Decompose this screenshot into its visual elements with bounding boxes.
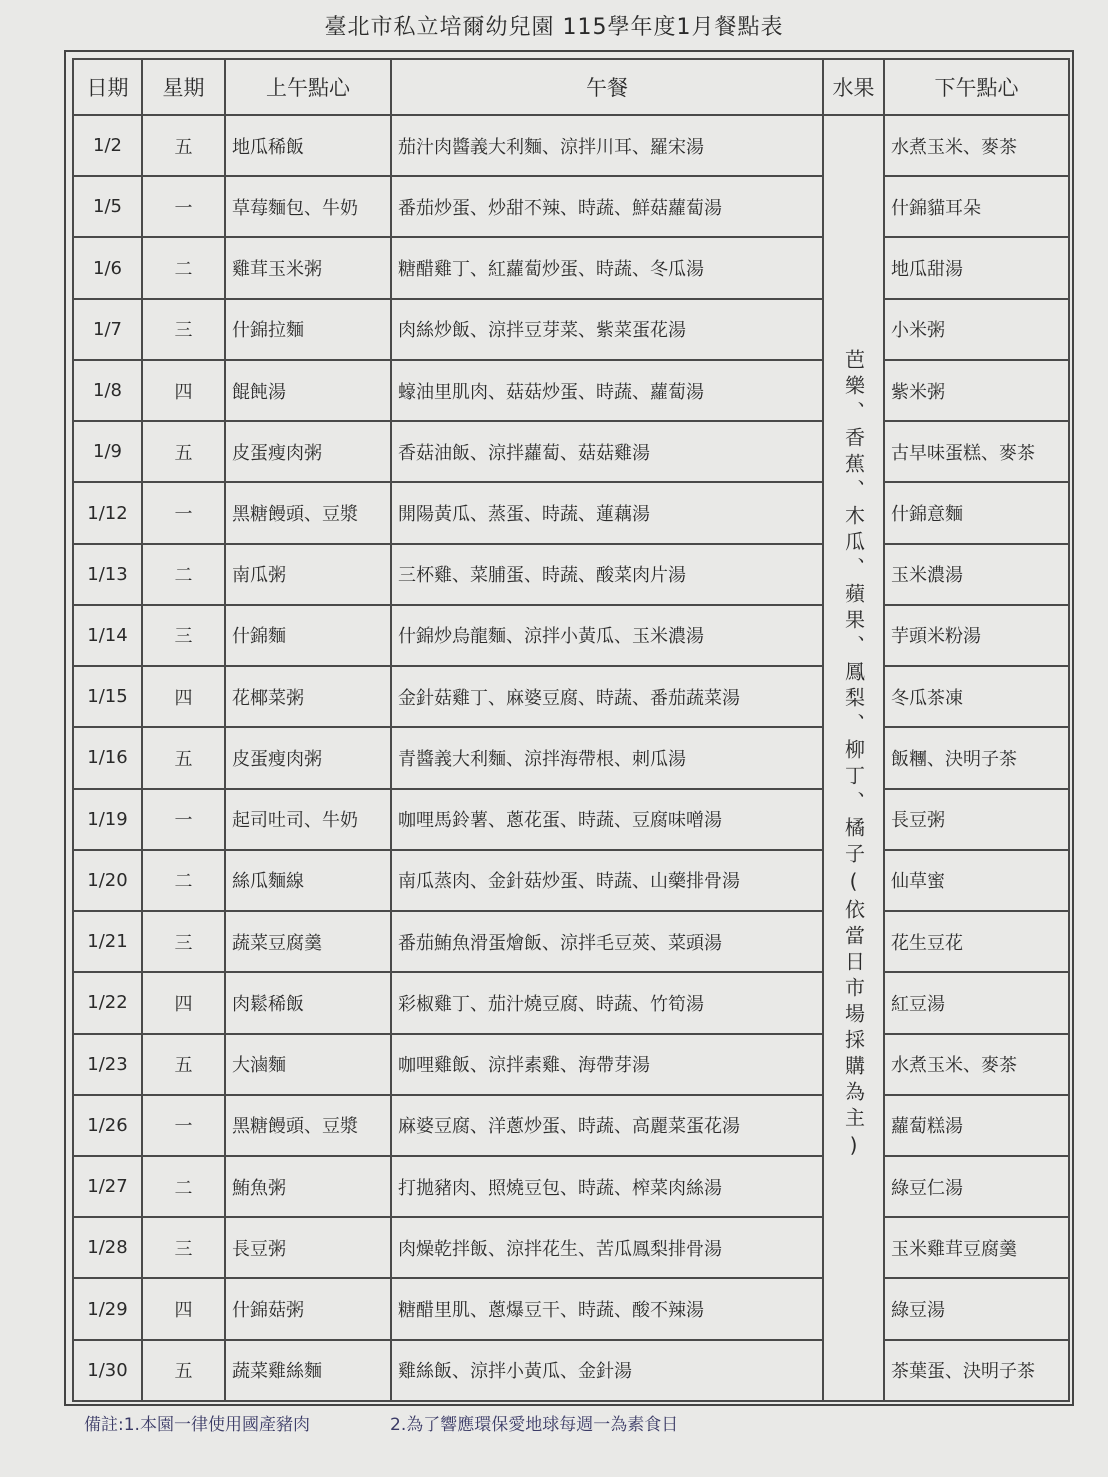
weekday-cell: 四 <box>142 972 225 1033</box>
weekday-cell: 五 <box>142 421 225 482</box>
weekday-cell: 五 <box>142 115 225 176</box>
page-title: 臺北市私立培爾幼兒園 115學年度1月餐點表 <box>324 15 784 40</box>
afternoon-snack-cell: 古早味蛋糕、麥茶 <box>884 421 1069 482</box>
table-row <box>73 1156 1069 1217</box>
morning-snack-cell: 什錦拉麵 <box>225 299 391 360</box>
weekday-cell: 三 <box>142 299 225 360</box>
date-cell: 1/20 <box>73 850 142 911</box>
afternoon-snack-cell: 地瓜甜湯 <box>884 237 1069 298</box>
weekday-cell: 三 <box>142 911 225 972</box>
afternoon-snack-cell: 什錦意麵 <box>884 482 1069 543</box>
afternoon-snack-cell: 什錦貓耳朵 <box>884 176 1069 237</box>
lunch-cell: 番茄鮪魚滑蛋燴飯、涼拌毛豆莢、菜頭湯 <box>391 911 823 972</box>
afternoon-snack-cell: 綠豆仁湯 <box>884 1156 1069 1217</box>
afternoon-snack-cell: 長豆粥 <box>884 789 1069 850</box>
table-row <box>73 360 1069 421</box>
date-cell: 1/6 <box>73 237 142 298</box>
table-row <box>73 605 1069 666</box>
morning-snack-cell: 地瓜稀飯 <box>225 115 391 176</box>
lunch-cell: 番茄炒蛋、炒甜不辣、時蔬、鮮菇蘿蔔湯 <box>391 176 823 237</box>
table-row <box>73 1217 1069 1278</box>
weekday-cell: 五 <box>142 1034 225 1095</box>
morning-snack-cell: 肉鬆稀飯 <box>225 972 391 1033</box>
date-cell: 1/7 <box>73 299 142 360</box>
fruit-cell <box>823 115 884 1401</box>
date-cell: 1/21 <box>73 911 142 972</box>
weekday-cell: 四 <box>142 1278 225 1339</box>
afternoon-snack-cell: 蘿蔔糕湯 <box>884 1095 1069 1156</box>
lunch-cell: 咖哩雞飯、涼拌素雞、海帶芽湯 <box>391 1034 823 1095</box>
menu-table-body <box>73 115 1069 1401</box>
weekday-cell: 二 <box>142 237 225 298</box>
weekday-cell: 三 <box>142 605 225 666</box>
afternoon-snack-cell: 玉米雞茸豆腐羹 <box>884 1217 1069 1278</box>
date-cell: 1/23 <box>73 1034 142 1095</box>
lunch-cell: 糖醋雞丁、紅蘿蔔炒蛋、時蔬、冬瓜湯 <box>391 237 823 298</box>
lunch-cell: 金針菇雞丁、麻婆豆腐、時蔬、番茄蔬菜湯 <box>391 666 823 727</box>
header-morning-snack: 上午點心 <box>225 59 391 115</box>
afternoon-snack-cell: 仙草蜜 <box>884 850 1069 911</box>
morning-snack-cell: 蔬菜雞絲麵 <box>225 1340 391 1401</box>
lunch-cell: 咖哩馬鈴薯、蔥花蛋、時蔬、豆腐味噌湯 <box>391 789 823 850</box>
table-row <box>73 115 1069 176</box>
lunch-cell: 茄汁肉醬義大利麵、涼拌川耳、羅宋湯 <box>391 115 823 176</box>
afternoon-snack-cell: 冬瓜茶凍 <box>884 666 1069 727</box>
table-row <box>73 1095 1069 1156</box>
table-row <box>73 299 1069 360</box>
lunch-cell: 雞絲飯、涼拌小黃瓜、金針湯 <box>391 1340 823 1401</box>
weekday-cell: 五 <box>142 727 225 788</box>
lunch-cell: 麻婆豆腐、洋蔥炒蛋、時蔬、高麗菜蛋花湯 <box>391 1095 823 1156</box>
weekday-cell: 四 <box>142 666 225 727</box>
afternoon-snack-cell: 紫米粥 <box>884 360 1069 421</box>
morning-snack-cell: 什錦麵 <box>225 605 391 666</box>
lunch-cell: 南瓜蒸肉、金針菇炒蛋、時蔬、山藥排骨湯 <box>391 850 823 911</box>
lunch-cell: 三杯雞、菜脯蛋、時蔬、酸菜肉片湯 <box>391 544 823 605</box>
lunch-cell: 糖醋里肌、蔥爆豆干、時蔬、酸不辣湯 <box>391 1278 823 1339</box>
header-weekday: 星期 <box>142 59 225 115</box>
table-row <box>73 176 1069 237</box>
date-cell: 1/30 <box>73 1340 142 1401</box>
morning-snack-cell: 皮蛋瘦肉粥 <box>225 727 391 788</box>
footnote-vegetarian-day: 2.為了響應環保愛地球每週一為素食日 <box>390 1415 679 1435</box>
afternoon-snack-cell: 玉米濃湯 <box>884 544 1069 605</box>
lunch-cell: 肉燥乾拌飯、涼拌花生、苦瓜鳳梨排骨湯 <box>391 1217 823 1278</box>
morning-snack-cell: 雞茸玉米粥 <box>225 237 391 298</box>
table-row <box>73 544 1069 605</box>
header-date: 日期 <box>73 59 142 115</box>
weekday-cell: 一 <box>142 1095 225 1156</box>
date-cell: 1/8 <box>73 360 142 421</box>
lunch-cell: 蠔油里肌肉、菇菇炒蛋、時蔬、蘿蔔湯 <box>391 360 823 421</box>
morning-snack-cell: 什錦菇粥 <box>225 1278 391 1339</box>
table-row <box>73 972 1069 1033</box>
date-cell: 1/27 <box>73 1156 142 1217</box>
afternoon-snack-cell: 水煮玉米、麥茶 <box>884 115 1069 176</box>
date-cell: 1/29 <box>73 1278 142 1339</box>
morning-snack-cell: 餛飩湯 <box>225 360 391 421</box>
weekday-cell: 一 <box>142 789 225 850</box>
morning-snack-cell: 花椰菜粥 <box>225 666 391 727</box>
afternoon-snack-cell: 綠豆湯 <box>884 1278 1069 1339</box>
table-header-row <box>73 59 1069 115</box>
morning-snack-cell: 草莓麵包、牛奶 <box>225 176 391 237</box>
lunch-cell: 香菇油飯、涼拌蘿蔔、菇菇雞湯 <box>391 421 823 482</box>
weekday-cell: 五 <box>142 1340 225 1401</box>
date-cell: 1/15 <box>73 666 142 727</box>
date-cell: 1/14 <box>73 605 142 666</box>
lunch-cell: 打拋豬肉、照燒豆包、時蔬、榨菜肉絲湯 <box>391 1156 823 1217</box>
header-afternoon-snack: 下午點心 <box>884 59 1069 115</box>
weekday-cell: 二 <box>142 850 225 911</box>
lunch-cell: 青醬義大利麵、涼拌海帶根、刺瓜湯 <box>391 727 823 788</box>
date-cell: 1/5 <box>73 176 142 237</box>
afternoon-snack-cell: 花生豆花 <box>884 911 1069 972</box>
date-cell: 1/19 <box>73 789 142 850</box>
table-row <box>73 482 1069 543</box>
afternoon-snack-cell: 茶葉蛋、決明子茶 <box>884 1340 1069 1401</box>
morning-snack-cell: 南瓜粥 <box>225 544 391 605</box>
lunch-cell: 彩椒雞丁、茄汁燒豆腐、時蔬、竹筍湯 <box>391 972 823 1033</box>
morning-snack-cell: 長豆粥 <box>225 1217 391 1278</box>
morning-snack-cell: 大滷麵 <box>225 1034 391 1095</box>
morning-snack-cell: 皮蛋瘦肉粥 <box>225 421 391 482</box>
header-fruit: 水果 <box>823 59 884 115</box>
table-row <box>73 911 1069 972</box>
morning-snack-cell: 絲瓜麵線 <box>225 850 391 911</box>
table-row <box>73 727 1069 788</box>
date-cell: 1/9 <box>73 421 142 482</box>
lunch-cell: 肉絲炒飯、涼拌豆芽菜、紫菜蛋花湯 <box>391 299 823 360</box>
table-row <box>73 421 1069 482</box>
date-cell: 1/12 <box>73 482 142 543</box>
table-row <box>73 789 1069 850</box>
weekday-cell: 四 <box>142 360 225 421</box>
menu-table <box>72 58 1070 1402</box>
header-lunch: 午餐 <box>391 59 823 115</box>
weekday-cell: 三 <box>142 1217 225 1278</box>
date-cell: 1/22 <box>73 972 142 1033</box>
date-cell: 1/28 <box>73 1217 142 1278</box>
afternoon-snack-cell: 小米粥 <box>884 299 1069 360</box>
weekday-cell: 二 <box>142 544 225 605</box>
lunch-cell: 開陽黃瓜、蒸蛋、時蔬、蓮藕湯 <box>391 482 823 543</box>
morning-snack-cell: 蔬菜豆腐羹 <box>225 911 391 972</box>
table-row <box>73 666 1069 727</box>
weekday-cell: 一 <box>142 482 225 543</box>
afternoon-snack-cell: 紅豆湯 <box>884 972 1069 1033</box>
table-row <box>73 850 1069 911</box>
date-cell: 1/2 <box>73 115 142 176</box>
date-cell: 1/26 <box>73 1095 142 1156</box>
fruit-text: 芭樂、香蕉、木瓜、蘋果、鳳梨、柳丁、橘子(依當日市場採購為主) <box>841 348 866 1163</box>
table-row <box>73 1034 1069 1095</box>
morning-snack-cell: 鮪魚粥 <box>225 1156 391 1217</box>
afternoon-snack-cell: 芋頭米粉湯 <box>884 605 1069 666</box>
table-row <box>73 237 1069 298</box>
table-row <box>73 1278 1069 1339</box>
morning-snack-cell: 起司吐司、牛奶 <box>225 789 391 850</box>
lunch-cell: 什錦炒烏龍麵、涼拌小黃瓜、玉米濃湯 <box>391 605 823 666</box>
date-cell: 1/13 <box>73 544 142 605</box>
table-row <box>73 1340 1069 1401</box>
afternoon-snack-cell: 飯糰、決明子茶 <box>884 727 1069 788</box>
morning-snack-cell: 黑糖饅頭、豆漿 <box>225 482 391 543</box>
weekday-cell: 二 <box>142 1156 225 1217</box>
date-cell: 1/16 <box>73 727 142 788</box>
afternoon-snack-cell: 水煮玉米、麥茶 <box>884 1034 1069 1095</box>
footnote-pork: 備註:1.本園一律使用國產豬肉 <box>84 1415 310 1435</box>
morning-snack-cell: 黑糖饅頭、豆漿 <box>225 1095 391 1156</box>
weekday-cell: 一 <box>142 176 225 237</box>
